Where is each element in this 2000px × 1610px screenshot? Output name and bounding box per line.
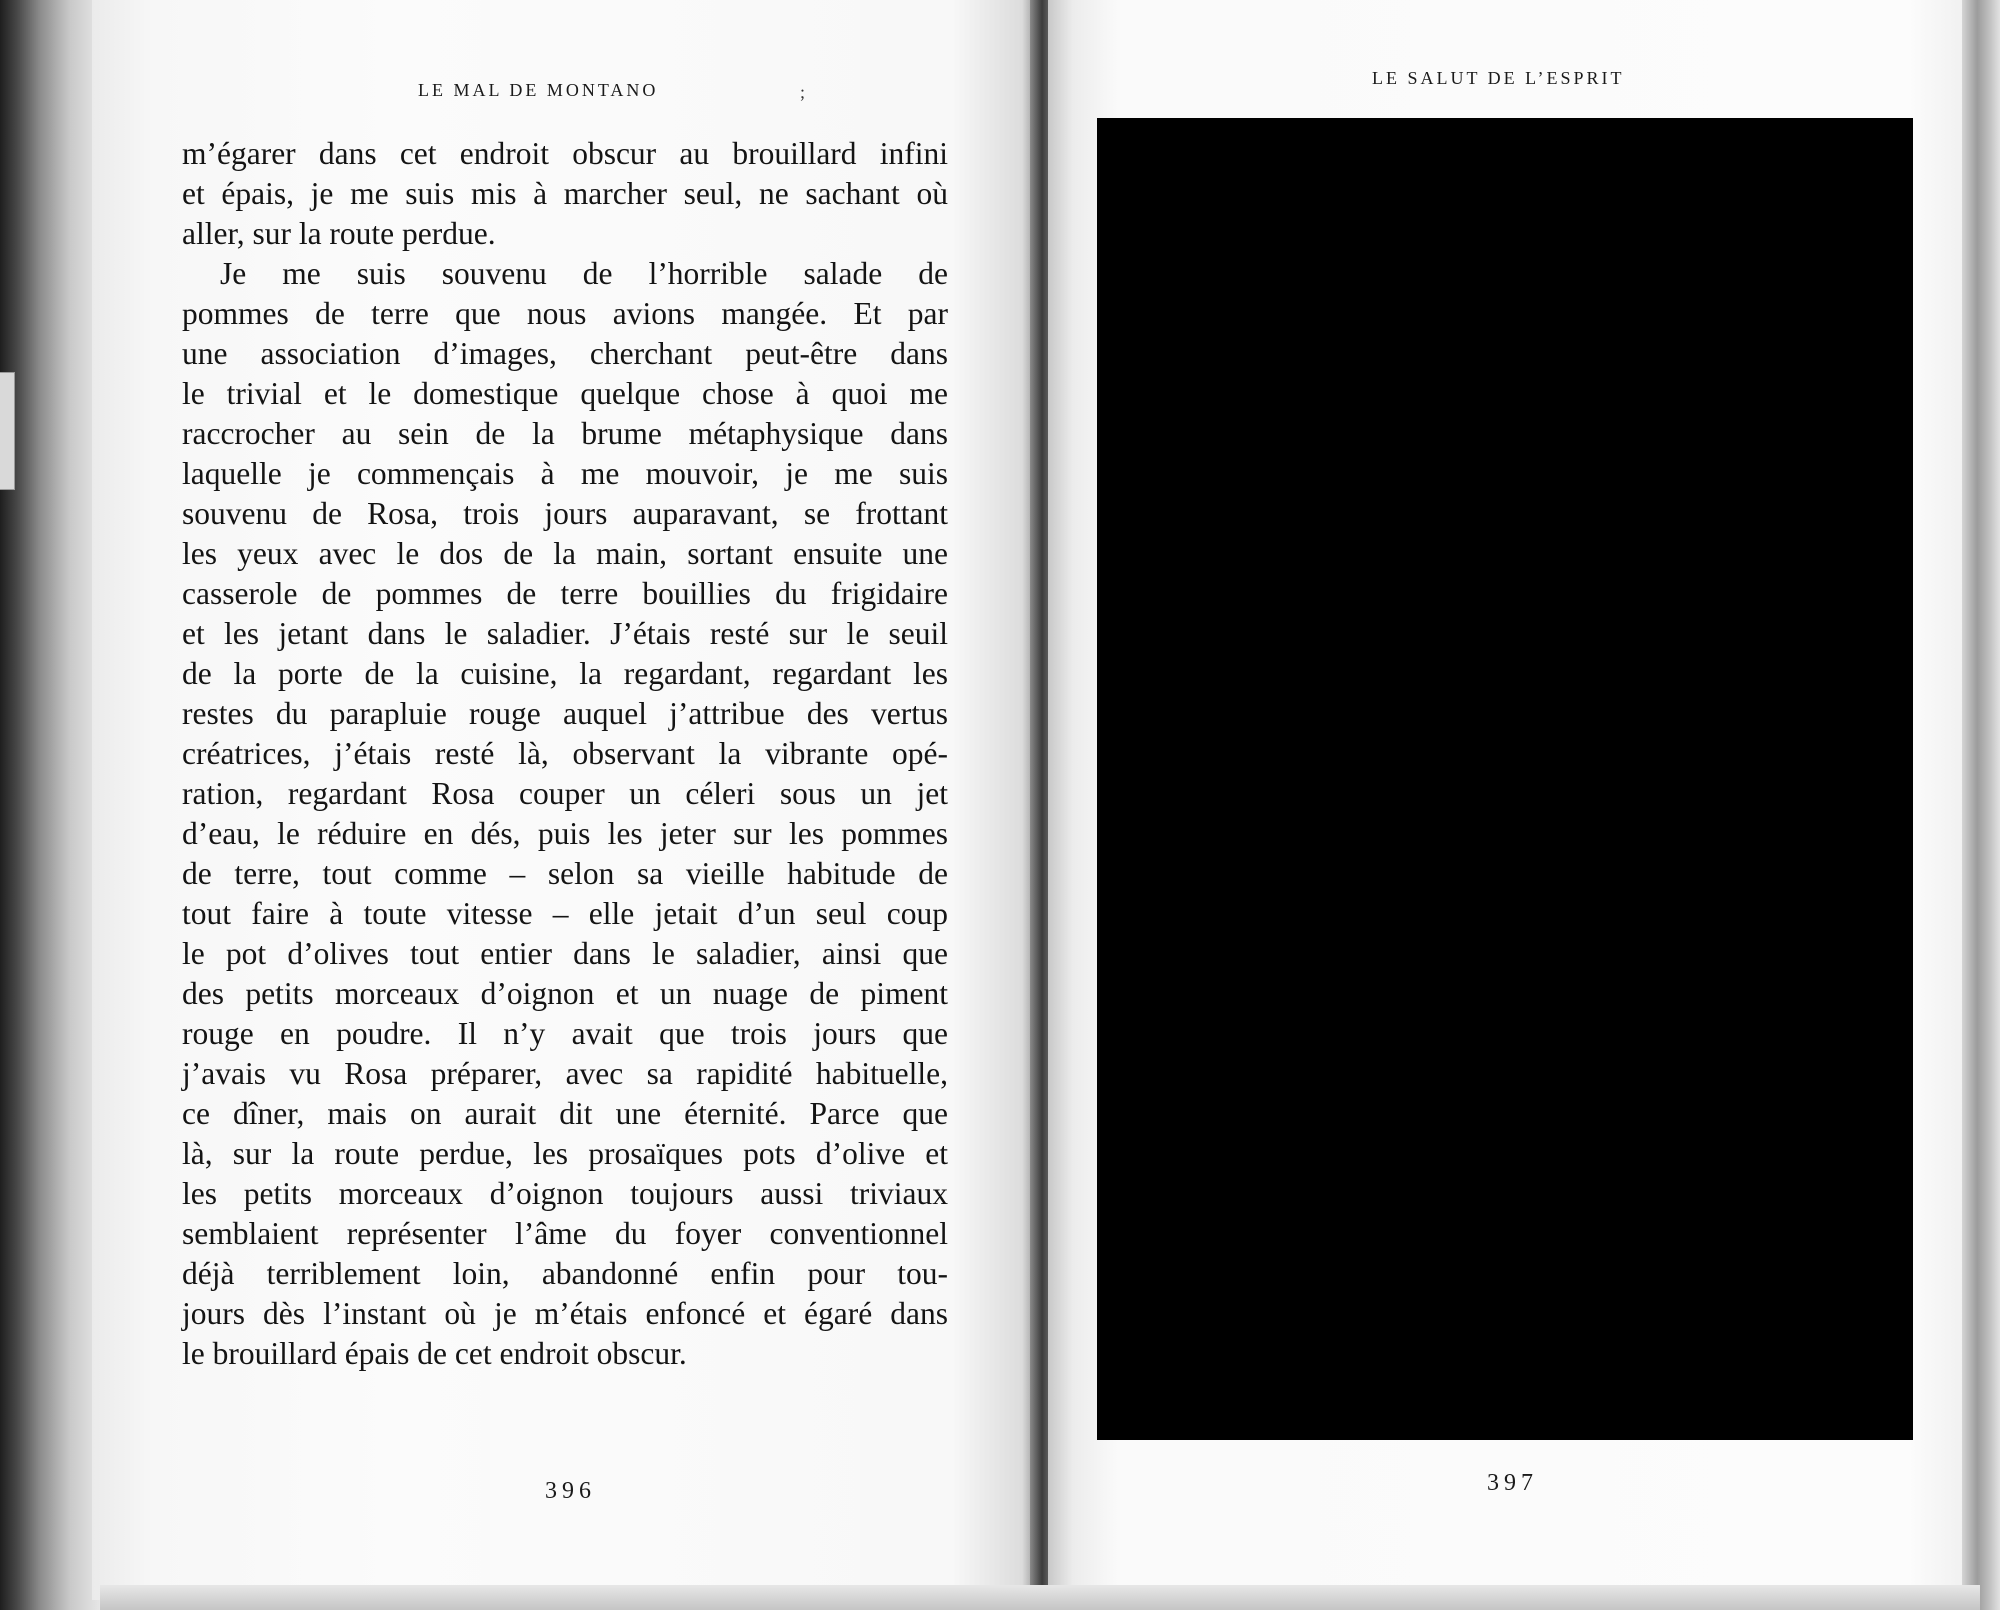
text-line: là, sur la route perdue, les prosaïques pots d’olive et (182, 1136, 948, 1171)
text-line: des petits morceaux d’oignon et un nuage de piment (182, 976, 948, 1011)
page-edges-bottom (100, 1585, 1980, 1610)
left-running-head: LE MAL DE MONTANO (418, 80, 659, 100)
text-line: jours dès l’instant où je m’étais enfoncé et égaré dans (182, 1296, 948, 1331)
text-line: et épais, je me suis mis à marcher seul, ne sachant où (182, 176, 948, 211)
right-running-head: LE SALUT DE L’ESPRIT (1372, 68, 1625, 88)
page-edges-right (1962, 0, 2000, 1610)
text-line: laquelle je commençais à me mouvoir, je me suis (182, 456, 948, 491)
text-line: le pot d’olives tout entier dans le saladier, ainsi que (182, 936, 948, 971)
left-page-number: 396 (545, 1478, 596, 1504)
text-line: déjà terriblement loin, abandonné enfin pour tou- (182, 1256, 948, 1291)
text-line: pommes de terre que nous avions mangée. Et par (182, 296, 948, 331)
text-line: d’eau, le réduire en dés, puis les jeter sur les pommes (182, 816, 948, 851)
text-line: le trivial et le domestique quelque chose à quoi me (182, 376, 948, 411)
text-line: ce dîner, mais on aurait dit une éternité. Parce que (182, 1096, 948, 1131)
text-line: de terre, tout comme – selon sa vieille habitude de (182, 856, 948, 891)
text-line: le brouillard épais de cet endroit obscur. (182, 1336, 687, 1371)
text-line: et les jetant dans le saladier. J’étais resté sur le seuil (182, 616, 948, 651)
text-line: casserole de pommes de terre bouillies du frigidaire (182, 576, 948, 611)
text-line: tout faire à toute vitesse – elle jetait d’un seul coup (182, 896, 948, 931)
left-head-mark: ; (800, 82, 806, 102)
text-line: les yeux avec le dos de la main, sortant ensuite une (182, 536, 948, 571)
text-line: ration, regardant Rosa couper un céleri sous un jet (182, 776, 948, 811)
text-line: restes du parapluie rouge auquel j’attribue des vertus (182, 696, 948, 731)
text-line: aller, sur la route perdue. (182, 216, 496, 251)
right-page-number: 397 (1487, 1470, 1538, 1496)
text-line: de la porte de la cuisine, la regardant, regardant les (182, 656, 948, 691)
text-line: Je me suis souvenu de l’horrible salade de (220, 256, 948, 291)
page-edge-tab (0, 372, 15, 490)
text-line: j’avais vu Rosa préparer, avec sa rapidité habituelle, (182, 1056, 948, 1091)
left-page-body-text (182, 134, 948, 1374)
text-line: rouge en poudre. Il n’y avait que trois jours que (182, 1016, 948, 1051)
text-line: semblaient représenter l’âme du foyer conventionnel (182, 1216, 948, 1251)
text-line: les petits morceaux d’oignon toujours aussi triviaux (182, 1176, 948, 1211)
text-line: raccrocher au sein de la brume métaphysique dans (182, 416, 948, 451)
text-line: créatrices, j’étais resté là, observant la vibrante opé- (182, 736, 948, 771)
text-line: m’égarer dans cet endroit obscur au brouillard infini (182, 136, 948, 171)
redaction-block (1097, 118, 1913, 1440)
text-line: une association d’images, cherchant peut-être dans (182, 336, 948, 371)
text-line: souvenu de Rosa, trois jours auparavant, se frottant (182, 496, 948, 531)
